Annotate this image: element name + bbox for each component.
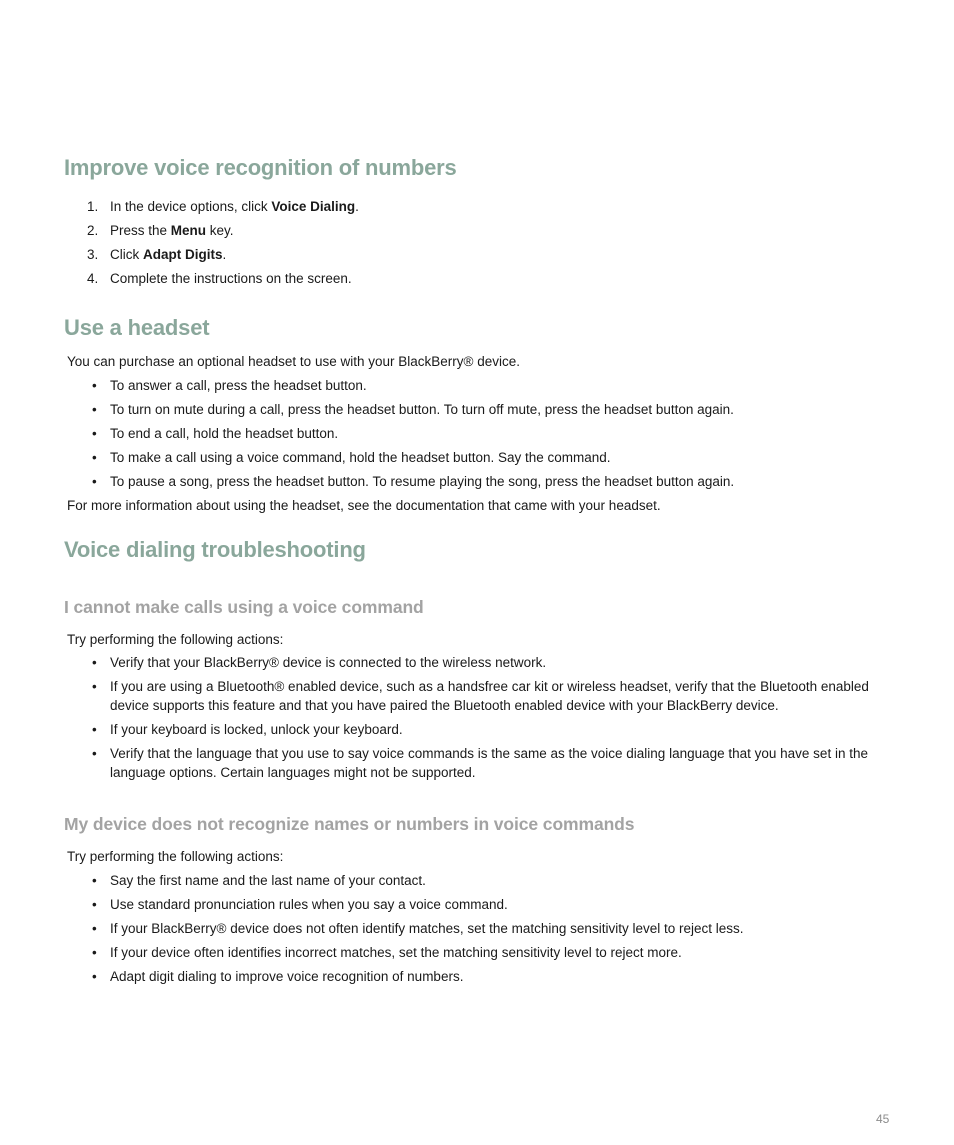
heading-use-a-headset: Use a headset (64, 315, 210, 340)
list-item-text: If your keyboard is locked, unlock your keyboard. (110, 722, 403, 737)
recognize-bullet-list (0, 871, 890, 991)
bullet-glyph: • (92, 402, 97, 417)
list-item (0, 424, 890, 443)
heading-improve-voice-recognition: Improve voice recognition of numbers (64, 155, 457, 180)
bullet-glyph: • (92, 655, 97, 670)
headset-intro: You can purchase an optional headset to use with your BlackBerry® device. (67, 354, 520, 369)
step-text-end: . (222, 247, 227, 262)
list-item-text: If your BlackBerry® device does not often identify matches, set the matching sensitivity level to reject less. (110, 921, 744, 936)
bullet-glyph: • (92, 679, 97, 694)
headset-bullet-list (0, 376, 890, 496)
list-item-text: Adapt digit dialing to improve voice recognition of numbers. (110, 969, 464, 984)
list-item (0, 895, 890, 914)
bullet-glyph: • (92, 969, 97, 984)
bullet-glyph: • (92, 722, 97, 737)
list-item (0, 400, 890, 419)
recognize-intro: Try performing the following actions: (67, 849, 284, 864)
page-number: 45 (876, 1112, 890, 1126)
list-item-text: If you are using a Bluetooth® enabled device, such as a handsfree car kit or wireless headset, verify that the Bluetooth enabled device supports this feature and that you have paired the Bluetooth enabled device with your BlackBerry device. (110, 679, 869, 713)
list-item-text: To end a call, hold the headset button. (110, 426, 339, 441)
step-text: Complete the instructions on the screen. (110, 271, 352, 286)
list-item (0, 919, 890, 938)
step-text-end: key. (206, 223, 234, 238)
list-item-text: To pause a song, press the headset button. To resume playing the song, press the headset button again. (110, 474, 735, 489)
step-ui-term: Menu (170, 223, 207, 238)
step-text: In the device options, click (110, 199, 272, 214)
step-text: Press the (110, 223, 171, 238)
bullet-glyph: • (92, 945, 97, 960)
list-item-text: If your device often identifies incorrect matches, set the matching sensitivity level to reject more. (110, 945, 682, 960)
step-number: 3. (87, 247, 99, 262)
bullet-glyph: • (92, 378, 97, 393)
list-item (0, 376, 890, 395)
list-item-text: Verify that your BlackBerry® device is connected to the wireless network. (110, 655, 547, 670)
list-item (0, 744, 890, 782)
step-text-end: . (355, 199, 359, 214)
headset-outro: For more information about using the headset, see the documentation that came with your headset. (67, 498, 661, 513)
list-item (0, 653, 890, 672)
list-item (0, 943, 890, 962)
list-item-text: To make a call using a voice command, hold the headset button. Say the command. (110, 450, 611, 465)
list-item (0, 871, 890, 890)
step-text: Click (110, 247, 143, 262)
list-item (0, 472, 890, 491)
step-number: 2. (87, 223, 99, 238)
step-item (0, 269, 890, 288)
step-item (0, 221, 890, 240)
bullet-glyph: • (92, 426, 97, 441)
list-item-text: Use standard pronunciation rules when you say a voice command. (110, 897, 508, 912)
bullet-glyph: • (92, 897, 97, 912)
step-item (0, 245, 890, 264)
list-item-text: Say the first name and the last name of your contact. (110, 873, 426, 888)
step-number: 4. (87, 271, 99, 286)
bullet-glyph: • (92, 474, 97, 489)
bullet-glyph: • (92, 873, 97, 888)
step-ui-term: Adapt Digits (143, 247, 223, 262)
heading-voice-dialing-troubleshooting: Voice dialing troubleshooting (64, 537, 366, 562)
list-item-text: To answer a call, press the headset button. (110, 378, 367, 393)
step-item (0, 197, 890, 216)
calls-bullet-list (0, 653, 890, 787)
step-ui-term: Voice Dialing (271, 199, 356, 214)
subheading-cannot-make-calls: I cannot make calls using a voice command (64, 597, 424, 617)
list-item-text: To turn on mute during a call, press the headset button. To turn off mute, press the headset button again. (110, 402, 734, 417)
bullet-glyph: • (92, 921, 97, 936)
list-item (0, 448, 890, 467)
list-item (0, 677, 890, 715)
step-number: 1. (87, 199, 99, 214)
subheading-device-does-not-recognize: My device does not recognize names or numbers in voice commands (64, 814, 635, 834)
steps-list (0, 197, 890, 293)
bullet-glyph: • (92, 450, 97, 465)
list-item-text: Verify that the language that you use to say voice commands is the same as the voice dialing language that you have set in the language options. Certain languages might not be supported. (110, 746, 868, 780)
list-item (0, 720, 890, 739)
list-item (0, 967, 890, 986)
calls-intro: Try performing the following actions: (67, 632, 284, 647)
bullet-glyph: • (92, 746, 97, 761)
